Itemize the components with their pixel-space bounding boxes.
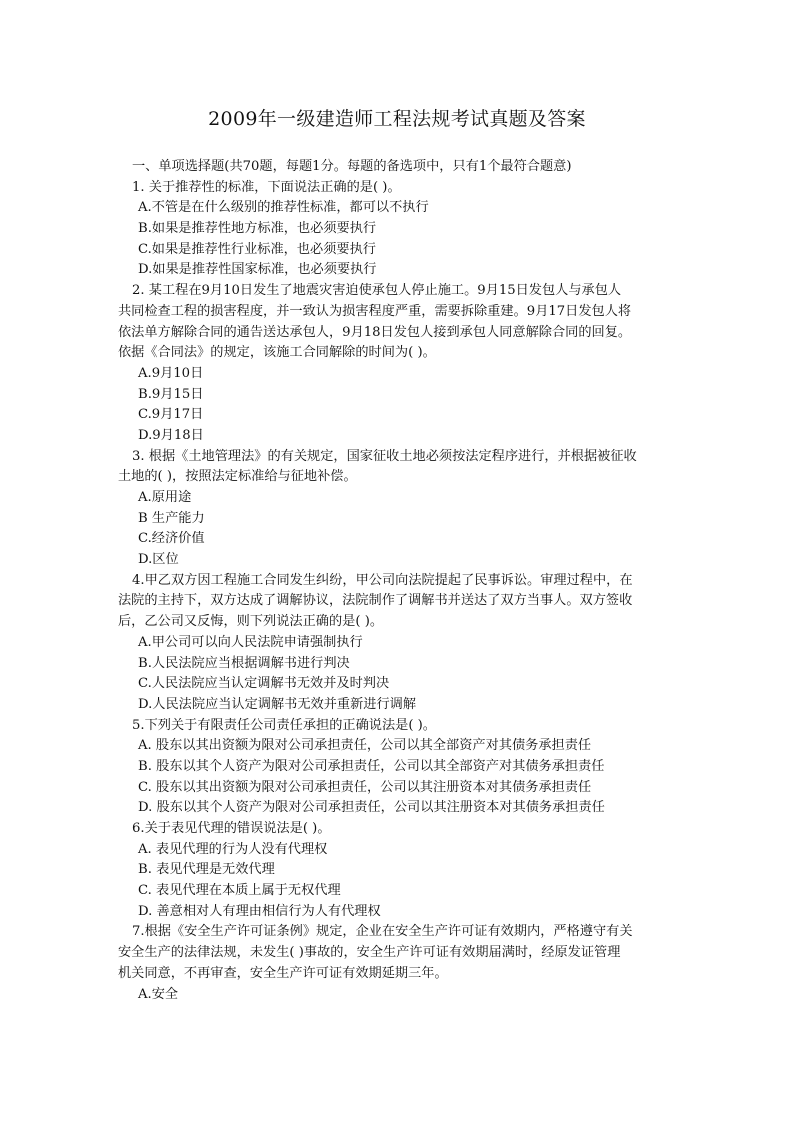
text-line: 土地的( )，按照法定标准给与征地补偿。 [118,469,357,485]
text-line: 共同检查工程的损害程度，并一致认为损害程度严重，需要拆除重建。9月17日发包人将 [118,303,632,319]
text-line: C.如果是推荐性行业标准，也必须要执行 [138,241,376,257]
text-line: D. 股东以其个人资产为限对公司承担责任，公司以其注册资本对其债务承担责任 [138,800,605,816]
document-body [118,157,688,1005]
text-line: D.9月18日 [138,427,204,443]
text-line: 2. 某工程在9月10日发生了地震灾害迫使承包人停止施工。9月15日发包人与承包人 [132,283,622,299]
text-line: D.人民法院应当认定调解书无效并重新进行调解 [138,696,417,712]
text-line: 安全生产的法律法规，未发生( )事故的，安全生产许可证有效期届满时，经原发证管理 [118,945,621,961]
text-line: D. 善意相对人有理由相信行为人有代理权 [138,903,381,919]
text-line: A.9月10日 [138,365,204,381]
text-line: A.原用途 [138,490,192,505]
text-line: A.不管是在什么级别的推荐性标准，都可以不执行 [138,200,429,216]
document-title: 2009年一级建造师工程法规考试真题及答案 [208,108,586,130]
text-line: 1. 关于推荐性的标准，下面说法正确的是( )。 [132,179,401,195]
text-line: C. 表见代理在本质上属于无权代理 [138,883,341,899]
text-line: 一、单项选择题(共70题，每题1分。每题的备选项中，只有1个最符合题意) [132,159,572,174]
text-line: B 生产能力 [138,510,205,526]
text-line: A.甲公司可以向人民法院申请强制执行 [138,634,363,650]
text-line: B. 表见代理是无效代理 [138,862,275,878]
text-line: A. 表见代理的行为人没有代理权 [138,841,328,857]
text-line: 5.下列关于有限责任公司责任承担的正确说法是( )。 [132,717,436,733]
text-line: 依法单方解除合同的通告送达承包人，9月18日发包人接到承包人同意解除合同的回复。 [118,324,632,340]
text-line: C.9月17日 [138,407,204,423]
text-line: B. 股东以其个人资产为限对公司承担责任，公司以其全部资产对其债务承担责任 [138,758,605,774]
text-line: A. 股东以其出资额为限对公司承担责任，公司以其全部资产对其债务承担责任 [138,738,592,754]
text-line: 7.根据《安全生产许可证条例》规定，企业在安全生产许可证有效期内，严格遵守有关 [132,924,633,940]
text-line: 4.甲乙双方因工程施工合同发生纠纷，甲公司向法院提起了民事诉讼。审理过程中，在 [132,572,633,588]
text-line: B.9月15日 [138,386,204,402]
text-line: D.区位 [138,552,179,568]
text-line: D.如果是推荐性国家标准，也必须要执行 [138,262,377,278]
text-line: 3. 根据《土地管理法》的有关规定，国家征收土地必须按法定程序进行，并根据被征收 [132,448,637,464]
text-line: C. 股东以其出资额为限对公司承担责任，公司以其注册资本对其债务承担责任 [138,779,592,795]
text-line: 6.关于表见代理的错误说法是( )。 [132,821,331,836]
text-line: C.经济价值 [138,531,205,547]
text-line: 依据《合同法》的规定，该施工合同解除的时间为( )。 [118,345,436,361]
text-line: C.人民法院应当认定调解书无效并及时判决 [138,676,390,692]
text-line: 机关同意，不再审查，安全生产许可证有效期延期三年。 [118,965,448,981]
text-line: 法院的主持下，双方达成了调解协议，法院制作了调解书并送达了双方当事人。双方签收 [118,593,633,609]
text-line: B.人民法院应当根据调解书进行判决 [138,655,350,671]
text-line: B.如果是推荐性地方标准，也必须要执行 [138,221,377,237]
text-line: 后，乙公司又反悔，则下列说法正确的是( )。 [118,614,384,630]
text-line: A.安全 [138,986,179,1002]
